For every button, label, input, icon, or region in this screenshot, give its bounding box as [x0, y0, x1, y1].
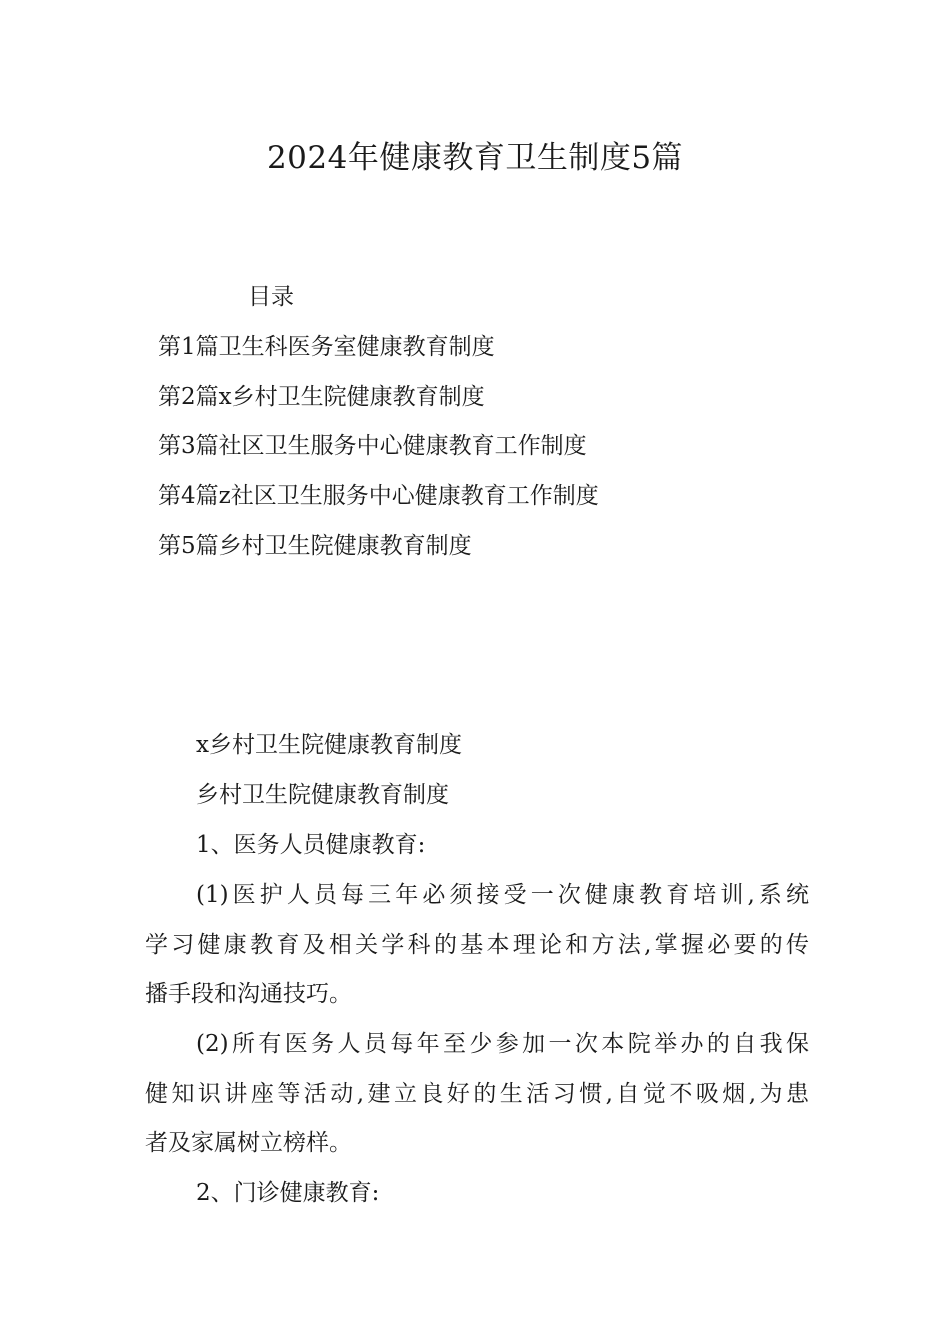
toc-item-5: 第5篇乡村卫生院健康教育制度: [158, 533, 472, 559]
paragraph-1-line-3: 播手段和沟通技巧。: [145, 981, 352, 1007]
section-subtitle: 乡村卫生院健康教育制度: [196, 782, 449, 808]
section-title: x乡村卫生院健康教育制度: [196, 732, 462, 758]
toc-item-2: 第2篇x乡村卫生院健康教育制度: [158, 384, 485, 410]
toc-item-1: 第1篇卫生科医务室健康教育制度: [158, 334, 495, 360]
paragraph-2-line-3: 者及家属树立榜样。: [145, 1130, 352, 1156]
paragraph-1-line-1: (1)医护人员每三年必须接受一次健康教育培训,系统: [196, 882, 809, 908]
heading-medical-staff: 1、医务人员健康教育:: [196, 832, 426, 858]
heading-outpatient: 2、门诊健康教育:: [196, 1180, 380, 1206]
toc-heading: 目录: [248, 284, 294, 310]
paragraph-2-line-1: (2)所有医务人员每年至少参加一次本院举办的自我保: [196, 1031, 809, 1057]
toc-item-4: 第4篇z社区卫生服务中心健康教育工作制度: [158, 483, 599, 509]
paragraph-2-line-2: 健知识讲座等活动,建立良好的生活习惯,自觉不吸烟,为患: [145, 1081, 809, 1107]
paragraph-1-line-2: 学习健康教育及相关学科的基本理论和方法,掌握必要的传: [145, 932, 809, 958]
document-title: 2024年健康教育卫生制度5篇: [266, 140, 684, 176]
toc-item-3: 第3篇社区卫生服务中心健康教育工作制度: [158, 433, 587, 459]
